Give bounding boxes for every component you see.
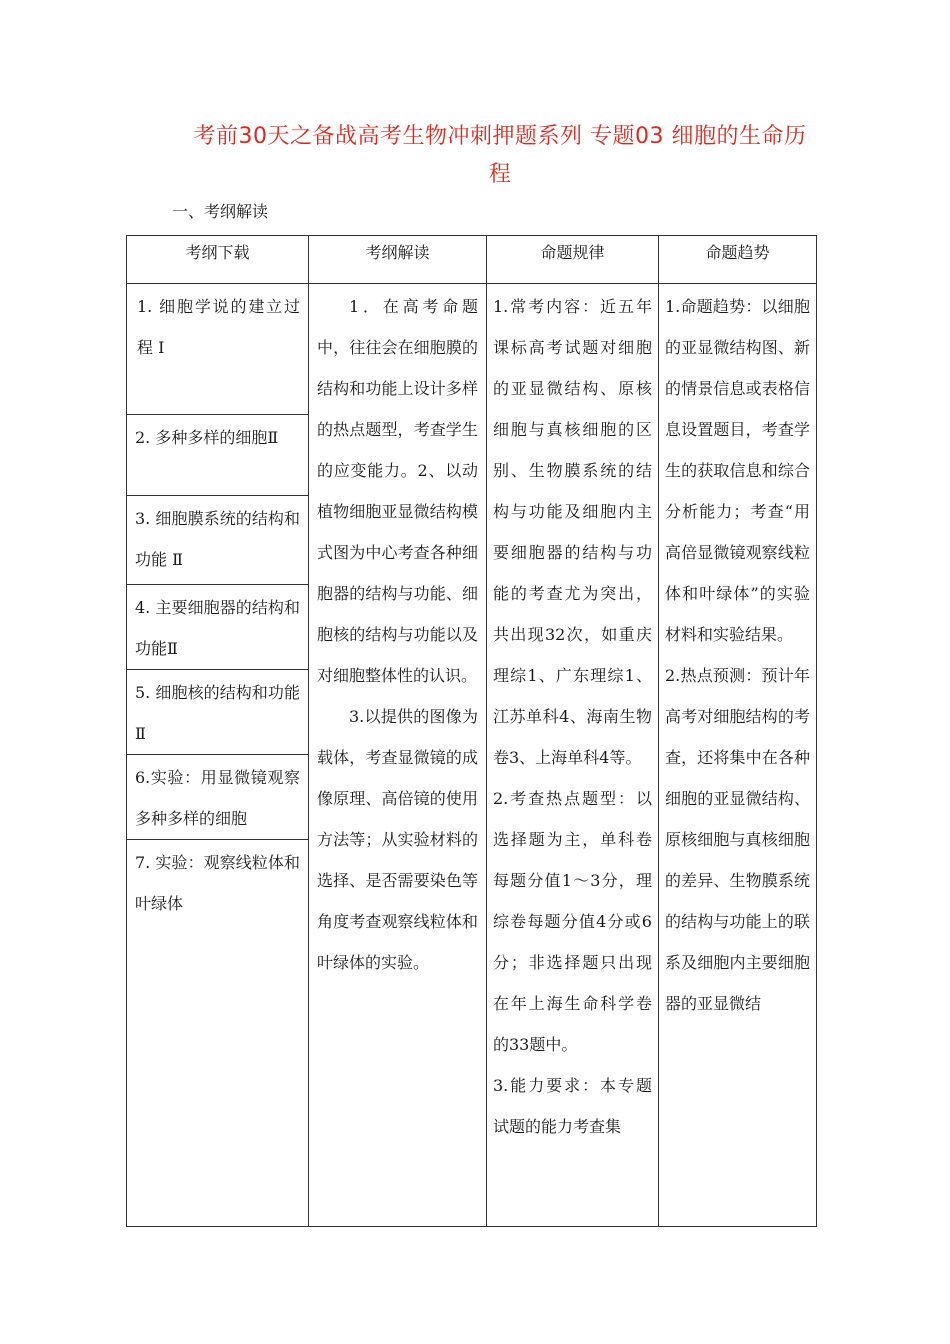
syllabus-item: 3. 细胞膜系统的结构和功能 Ⅱ <box>127 496 309 585</box>
trends-para: 1.命题趋势：以细胞的亚显微结构图、新的情景信息或表格信息设置题目，考查学生的获取信息和综合分析能力；考查“用高倍显微镜观察线粒体和叶绿体”的实验材料和实验结果。 <box>665 297 810 644</box>
interpretation-para: 1．在高考命题中，往往会在细胞膜的结构和功能上设计多样的热点题型，考查学生的应变能力。2、以动植物细胞亚显微结构模式图为中心考查各种细胞器的结构与功能、细胞核的结构与功能以及对细胞整体性的认识。 <box>317 297 478 685</box>
syllabus-item: 5. 细胞核的结构和功能 Ⅱ <box>127 670 309 755</box>
table-row <box>127 284 817 415</box>
syllabus-item: 7. 实验：观察线粒体和叶绿体 <box>127 840 309 1227</box>
section-heading: 一、考纲解读 <box>172 202 269 221</box>
interpretation-cell <box>309 284 487 1227</box>
rules-cell <box>487 284 659 1227</box>
syllabus-item: 2. 多种多样的细胞Ⅱ <box>127 415 309 496</box>
header-interpretation: 考纲解读 <box>309 236 487 284</box>
interpretation-para: 3.以提供的图像为载体，考查显微镜的成像原理、高倍镜的使用方法等；从实验材料的选择、是否需要染色等角度考查观察线粒体和叶绿体的实验。 <box>317 707 478 972</box>
header-download: 考纲下载 <box>127 236 309 284</box>
syllabus-table <box>126 235 817 1227</box>
title-line-2: 程 <box>488 162 512 187</box>
trends-para: 2.热点预测：预计年高考对细胞结构的考查，还将集中在各种细胞的亚显微结构、原核细胞与真核细胞的差异、生物膜系统的结构与功能上的联系及细胞内主要细胞器的亚显微结 <box>665 666 810 1013</box>
header-rules: 命题规律 <box>487 236 659 284</box>
title-line-1: 考前30天之备战高考生物冲刺押题系列 专题03 细胞的生命历 <box>193 124 807 149</box>
rules-para: 3.能力要求：本专题试题的能力考查集 <box>493 1076 652 1136</box>
rules-para: 1.常考内容：近五年课标高考试题对细胞的亚显微结构、原核细胞与真核细胞的区别、生物膜系统的结构与功能及细胞内主要细胞器的结构与功能的考查尤为突出，共出现32次，如重庆理综1、广东理综1、江苏单科4、海南生物卷3、上海单科4等。 <box>493 297 652 767</box>
syllabus-item: 1. 细胞学说的建立过程 Ⅰ <box>127 284 309 415</box>
table-header-row <box>127 236 817 284</box>
syllabus-item: 6.实验：用显微镜观察多种多样的细胞 <box>127 755 309 840</box>
syllabus-item: 4. 主要细胞器的结构和功能Ⅱ <box>127 585 309 670</box>
header-trends: 命题趋势 <box>659 236 817 284</box>
document-title <box>180 118 820 194</box>
rules-para: 2.考查热点题型：以选择题为主，单科卷每题分值1～3分，理综卷每题分值4分或6分；非选择题只出现在年上海生命科学卷的33题中。 <box>493 789 652 1054</box>
trends-cell <box>659 284 817 1227</box>
